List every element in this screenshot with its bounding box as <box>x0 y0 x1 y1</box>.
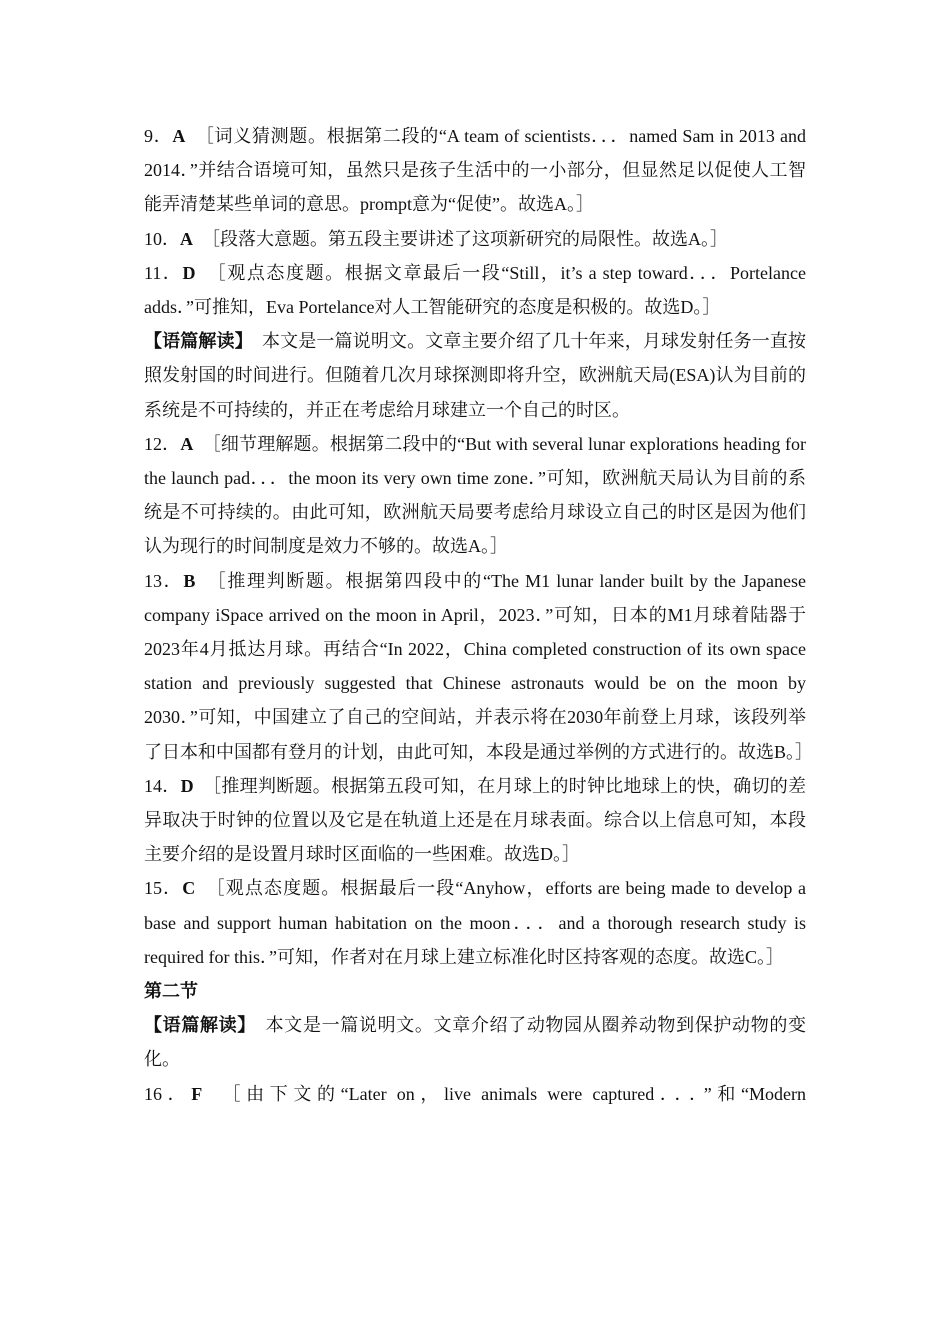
answer-item-15 <box>144 871 806 974</box>
answer-item-12 <box>144 427 806 564</box>
item-explanation: ［由下文的“Later on，live animals were captured．．．”和“Modern <box>231 1083 807 1104</box>
item-explanation: ［词义猜测题。根据第二段的“A team of scientists．．．named Sam in 2013 and 2014．”并结合语境可知，虽然只是孩子生活中的一小部分，但显然足以促使人工智能弄清楚某些单词的意思。prompt意为“促使”。故选A。］ <box>144 126 807 215</box>
item-answer: A <box>180 433 194 454</box>
item-explanation: ［细节理解题。根据第二段中的“But with several lunar explorations heading for the launch pad．．．the moon its very own time zone．”可知，欧洲航天局认为目前的系统是不可持续的。由此可知，欧洲航天局要考虑给月球设立自己的时区是因为他们认为现行的时间制度是效力不够的。故选A。］ <box>144 433 806 557</box>
item-answer: C <box>182 878 196 899</box>
item-number: 15． <box>144 878 183 899</box>
passage-analysis-1 <box>144 324 806 427</box>
item-number: 10． <box>144 228 180 249</box>
item-explanation: ［观点态度题。根据文章最后一段“Still，it’s a step toward．．．Portelance adds．”可推知，Eva Portelance对人工智能研究的态度是积极的。故选D。］ <box>144 262 807 318</box>
item-number: 11． <box>144 262 183 283</box>
passage-analysis-2 <box>144 1008 806 1076</box>
item-answer: A <box>172 126 186 146</box>
item-number: 9． <box>144 126 173 146</box>
item-answer: D <box>182 262 196 283</box>
answer-item-14 <box>144 769 806 872</box>
item-number: 14． <box>144 775 181 796</box>
section-title: 第二节 <box>144 981 198 1002</box>
answer-item-16 <box>144 1077 806 1111</box>
document-page <box>144 119 814 1111</box>
item-answer: B <box>183 570 196 591</box>
item-explanation: ［观点态度题。根据最后一段“Anyhow，efforts are being made to develop a base and support human habitation on the moon．．．and a thorough research study is required for this．”可知，作者对在月球上建立标准化时区持客观的态度。故选C。］ <box>144 878 807 967</box>
passage-analysis-label: 【语篇解读】 <box>144 331 244 352</box>
passage-analysis-text: 本文是一篇说明文。文章主要介绍了几十年来，月球发射任务一直按照发射国的时间进行。但随着几次月球探测即将升空，欧洲航天局(ESA)认为目前的系统是不可持续的，并正在考虑给月球建立一个自己的时区。 <box>144 331 807 420</box>
answer-item-9 <box>144 119 806 222</box>
item-explanation: ［推理判断题。根据第四段中的“The M1 lunar lander built by the Japanese company iSpace arrived on the moon in April，2023．”可知，日本的M1月球着陆器于2023年4月抵达月球。再结合“In 2022，China completed construction of its own space station and previously suggested that Chinese astronauts would be on the moon by 2030．”可知，中国建立了自己的空间站，并表示将在2030年前登上月球，该段列举了日本和中国都有登月的计划，由此可知，本段是通过举例的方式进行的。故选B。］ <box>144 570 814 762</box>
item-number: 16． <box>144 1083 192 1104</box>
item-number: 12． <box>144 433 181 454</box>
answer-item-10 <box>144 222 806 256</box>
item-explanation: ［推理判断题。根据第五段可知，在月球上的时钟比地球上的快，确切的差异取决于时钟的位置以及它是在轨道上还是在月球表面。综合以上信息可知，本段主要介绍的是设置月球时区面临的一些困难。故选D。］ <box>144 775 807 865</box>
answer-item-11 <box>144 256 806 324</box>
item-number: 13． <box>144 570 184 591</box>
item-answer: A <box>180 228 193 249</box>
item-explanation: ［段落大意题。第五段主要讲述了这项新研究的局限性。故选A。］ <box>211 228 728 249</box>
passage-analysis-label: 【语篇解读】 <box>144 1015 247 1036</box>
answer-item-13 <box>144 564 814 769</box>
passage-analysis-text: 本文是一篇说明文。文章介绍了动物园从圈养动物到保护动物的变化。 <box>144 1015 807 1070</box>
item-answer: D <box>180 775 194 796</box>
item-answer: F <box>191 1083 203 1104</box>
